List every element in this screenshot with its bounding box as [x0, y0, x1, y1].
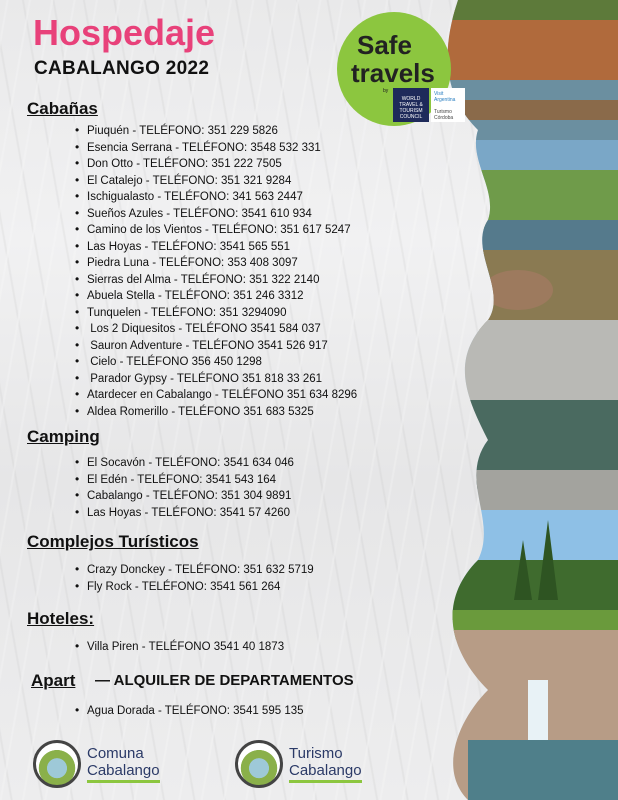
turismo-emblem-icon	[235, 740, 283, 788]
comuna-cabalango-logo	[33, 740, 160, 788]
hoteles-list	[75, 638, 284, 655]
visit-argentina-logo	[431, 88, 465, 122]
list-item: • Esencia Serrana - TELÉFONO: 3548 532 331	[75, 139, 357, 156]
section-heading-camping: Camping	[27, 427, 100, 446]
page-title: Hospedaje	[33, 12, 216, 53]
cabanas-list	[75, 122, 357, 419]
visit-label: Visit Argentina	[434, 91, 456, 103]
list-item: • Las Hoyas - TELÉFONO: 3541 57 4260	[75, 504, 294, 521]
list-item: • Abuela Stella - TELÉFONO: 351 246 3312	[75, 287, 357, 304]
list-item: • Ischigualasto - TELÉFONO: 341 563 2447	[75, 188, 357, 205]
list-item: • Aldea Romerillo - TELÉFONO 351 683 5325	[75, 403, 357, 420]
camping-list	[75, 454, 294, 520]
turismo-logo-line2: Cabalango	[289, 762, 362, 783]
list-item: • Sierras del Alma - TELÉFONO: 351 322 2140	[75, 271, 357, 288]
list-item: • Las Hoyas - TELÉFONO: 3541 565 551	[75, 238, 357, 255]
list-item: • Cabalango - TELÉFONO: 351 304 9891	[75, 487, 294, 504]
list-item: • Piuquén - TELÉFONO: 351 229 5826	[75, 122, 357, 139]
list-item: • El Edén - TELÉFONO: 3541 543 164	[75, 471, 294, 488]
apart-list	[75, 702, 304, 719]
comuna-emblem-icon	[33, 740, 81, 788]
list-item: • Parador Gypsy - TELÉFONO 351 818 33 261	[75, 370, 357, 387]
badge-line2: travels	[351, 58, 435, 88]
list-item: • Piedra Luna - TELÉFONO: 353 408 3097	[75, 254, 357, 271]
list-item: • El Socavón - TELÉFONO: 3541 634 046	[75, 454, 294, 471]
list-item: • El Catalejo - TELÉFONO: 351 321 9284	[75, 172, 357, 189]
turismo-cabalango-logo	[235, 740, 362, 788]
list-item: • Sauron Adventure - TELÉFONO 3541 526 917	[75, 337, 357, 354]
list-item: • Crazy Donckey - TELÉFONO: 351 632 5719	[75, 561, 314, 578]
visit-sub-label: Turismo Córdoba	[434, 109, 454, 121]
badge-by: by	[383, 88, 389, 94]
turismo-logo-line1: Turismo	[289, 745, 343, 762]
list-item: • Agua Dorada - TELÉFONO: 3541 595 135	[75, 702, 304, 719]
wttc-logo: WORLD TRAVEL & TOURISM COUNCIL	[393, 88, 429, 122]
section-heading-apart: Apart	[31, 671, 76, 690]
apart-subheading: — ALQUILER DE DEPARTAMENTOS	[95, 672, 354, 689]
list-item: • Cielo - TELÉFONO 356 450 1298	[75, 353, 357, 370]
section-heading-cabanas: Cabañas	[27, 99, 98, 118]
section-heading-complejos: Complejos Turísticos	[27, 532, 199, 551]
list-item: • Los 2 Diquesitos - TELÉFONO 3541 584 037	[75, 320, 357, 337]
complejos-list	[75, 561, 314, 594]
comuna-logo-line2: Cabalango	[87, 762, 160, 783]
list-item: • Tunquelen - TELÉFONO: 351 3294090	[75, 304, 357, 321]
comuna-logo-line1: Comuna	[87, 745, 144, 762]
badge-line1: Safe	[357, 30, 412, 60]
list-item: • Fly Rock - TELÉFONO: 3541 561 264	[75, 578, 314, 595]
list-item: • Villa Piren - TELÉFONO 3541 40 1873	[75, 638, 284, 655]
list-item: • Don Otto - TELÉFONO: 351 222 7505	[75, 155, 357, 172]
section-heading-hoteles: Hoteles:	[27, 609, 95, 628]
list-item: • Atardecer en Cabalango - TELÉFONO 351 634 8296	[75, 386, 357, 403]
page-subtitle: CABALANGO 2022	[34, 58, 210, 79]
list-item: • Camino de los Vientos - TELÉFONO: 351 617 5247	[75, 221, 357, 238]
list-item: • Sueños Azules - TELÉFONO: 3541 610 934	[75, 205, 357, 222]
